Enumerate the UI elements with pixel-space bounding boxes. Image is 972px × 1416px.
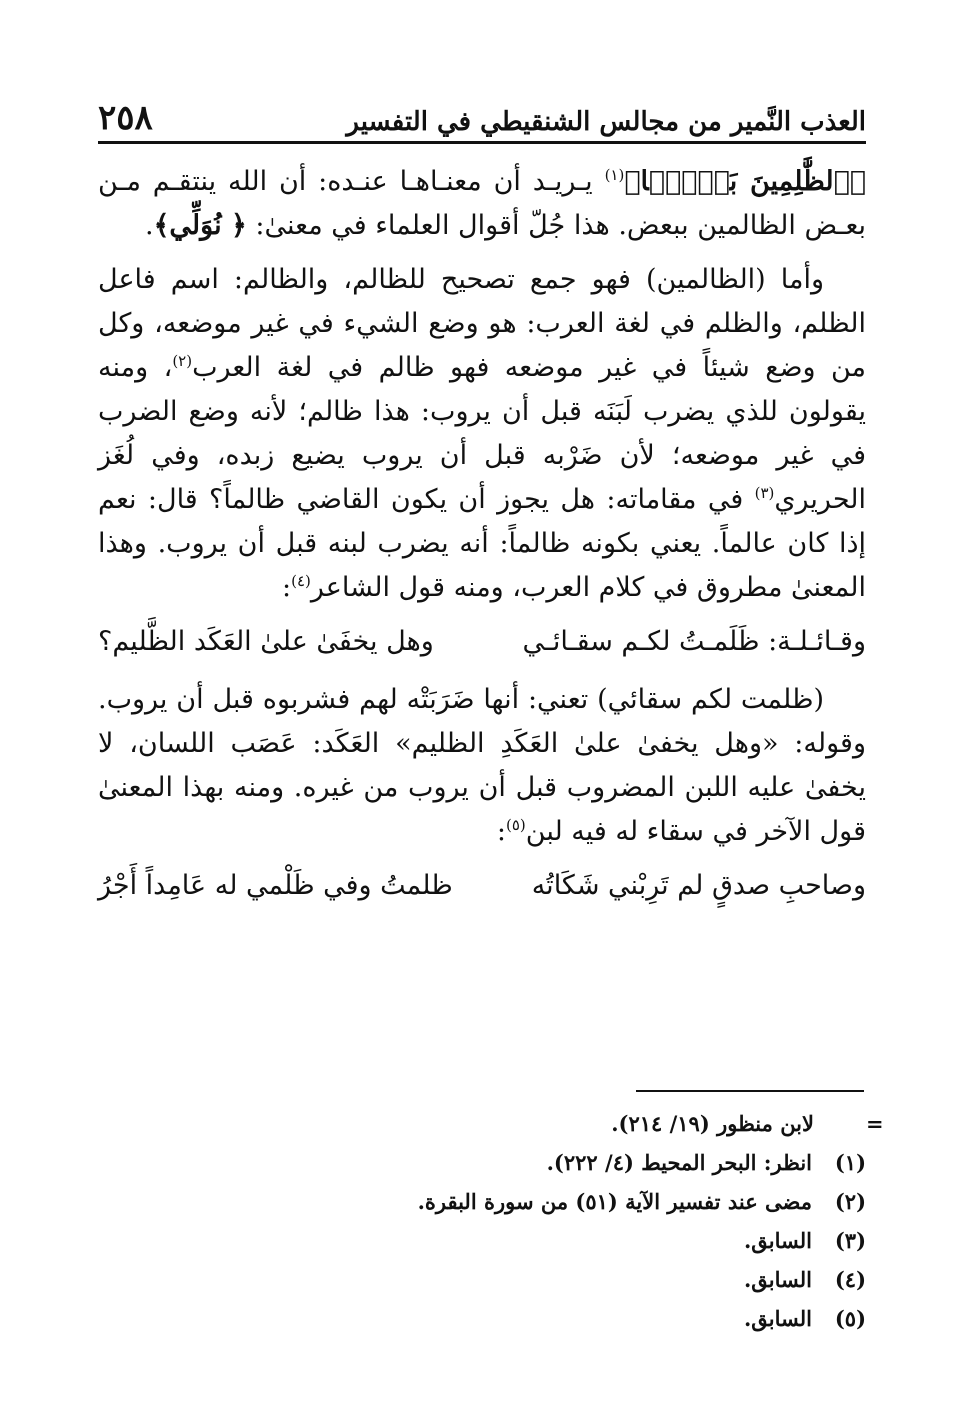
running-title: العذب النَّمير من مجالس الشنقيطي في التفسير (346, 107, 866, 137)
footnote-separator (636, 1090, 864, 1092)
footnote-item (98, 1260, 866, 1299)
footnote-item (98, 1143, 866, 1182)
continuation-mark: = (866, 1111, 884, 1136)
paragraph-2 (98, 258, 866, 610)
footnote-ref[interactable]: (١) (604, 166, 625, 184)
poetry-verse-2 (98, 864, 866, 908)
footnote-text: لابن منظور (١٩/ ٢١٤). (611, 1111, 814, 1136)
page-number: ٢٥٨ (98, 98, 153, 138)
verse-second-hemistich: وهل يخفَىٰ علىٰ العَكَد الظَّليم؟ (98, 626, 434, 657)
footnotes (98, 1104, 884, 1338)
footnote-item (98, 1221, 866, 1260)
paragraph-text: في مقاماته: هل يجوز أن يكون القاضي ظالماً؟ قال: نعم إذا كان عالماً. يعني بكونه ظالماً: أنه يضرب لبنه قبل أن يروب. وهذا المعنىٰ مطروق في كلام العرب، ومنه قول الشاعر (98, 484, 866, 603)
footnote-ref[interactable]: (٤) (291, 572, 311, 590)
footnote-text: السابق. (743, 1228, 812, 1253)
verse-first-hemistich: وصاحبِ صدقٍ لم تَرِبْني شَكَاتُه (531, 870, 866, 901)
paragraph-1 (98, 160, 866, 248)
footnote-text: انظر: البحر المحيط (٤/ ٢٢٢). (546, 1150, 812, 1175)
page-header (98, 84, 866, 144)
footnote-number: (٤) (834, 1267, 866, 1292)
poetry-verse-1 (98, 620, 866, 664)
footnote-number: (٣) (834, 1228, 866, 1253)
footnote-ref[interactable]: (٢) (172, 352, 193, 370)
paragraph-3 (98, 678, 866, 854)
verse-first-hemistich: وقـائـلـة: ظَلَمـتُ لكـم سقـائـي (522, 626, 866, 657)
main-text (98, 160, 866, 922)
footnote-number: (٥) (834, 1306, 866, 1331)
quran-quote: ﴿ٱلظَّٰلِمِينَ بَعۡضَۢا﴾ (624, 166, 867, 197)
verse-second-hemistich: ظلمتُ وفي ظَلْمي له عَامِداً أَجْرُ (98, 870, 453, 901)
paragraph-text: يـريـد أن معنـاهـا عنـده: أن الله ينتقـم مـن بعـض الظالمين ببعض. هذا جُلّ أقوال العلماء في معنىٰ: (98, 166, 866, 241)
footnote-number: (٢) (834, 1189, 866, 1214)
footnote-ref[interactable]: (٣) (754, 484, 775, 502)
footnote-number: (١) (834, 1150, 866, 1175)
footnote-text: مضى عند تفسير الآية (٥١) من سورة البقرة. (417, 1189, 812, 1214)
footnote-text: السابق. (743, 1306, 812, 1331)
footnote-text: السابق. (743, 1267, 812, 1292)
paragraph-text: : (282, 572, 292, 603)
paragraph-text: . (145, 210, 154, 241)
footnote-ref[interactable]: (٥) (505, 816, 526, 834)
footnote-item (98, 1299, 866, 1338)
paragraph-text: (ظلمت لكم سقائي) تعني: أنها ضَرَبَتْه لهم فشربوه قبل أن يروب. وقوله: «وهل يخفىٰ علىٰ العَكَدِ الظليم» العَكَد: عَصَب اللسان، لا يخفىٰ عليه اللبن المضروب قبل أن يروب من غيره. ومنه بهذا المعنىٰ قول الآخر في سقاء له فيه لبن (98, 684, 866, 847)
paragraph-text: ، ومنه يقولون للذي يضرب لَبَنَه قبل أن يروب: هذا ظالم؛ لأنه وضع الضرب في غير موضعه؛ لأن ضَرْبه قبل أن يروب يضيع زبده، وفي لُغَز الحريري (98, 352, 866, 515)
footnote-continuation (98, 1104, 884, 1143)
paragraph-text: : (496, 816, 506, 847)
footnote-item (98, 1182, 866, 1221)
paragraph-text: وأما (الظالمين) فهو جمع تصحيح للظالم، والظالم: اسم فاعل الظلم، والظلم في لغة العرب: هو وضع الشيء في غير موضعه، وكل من وضع شيئاً في غير موضعه فهو ظالم في لغة العرب (98, 264, 867, 383)
quran-quote: ﴿ نُوَلِّي﴾ (153, 210, 247, 241)
